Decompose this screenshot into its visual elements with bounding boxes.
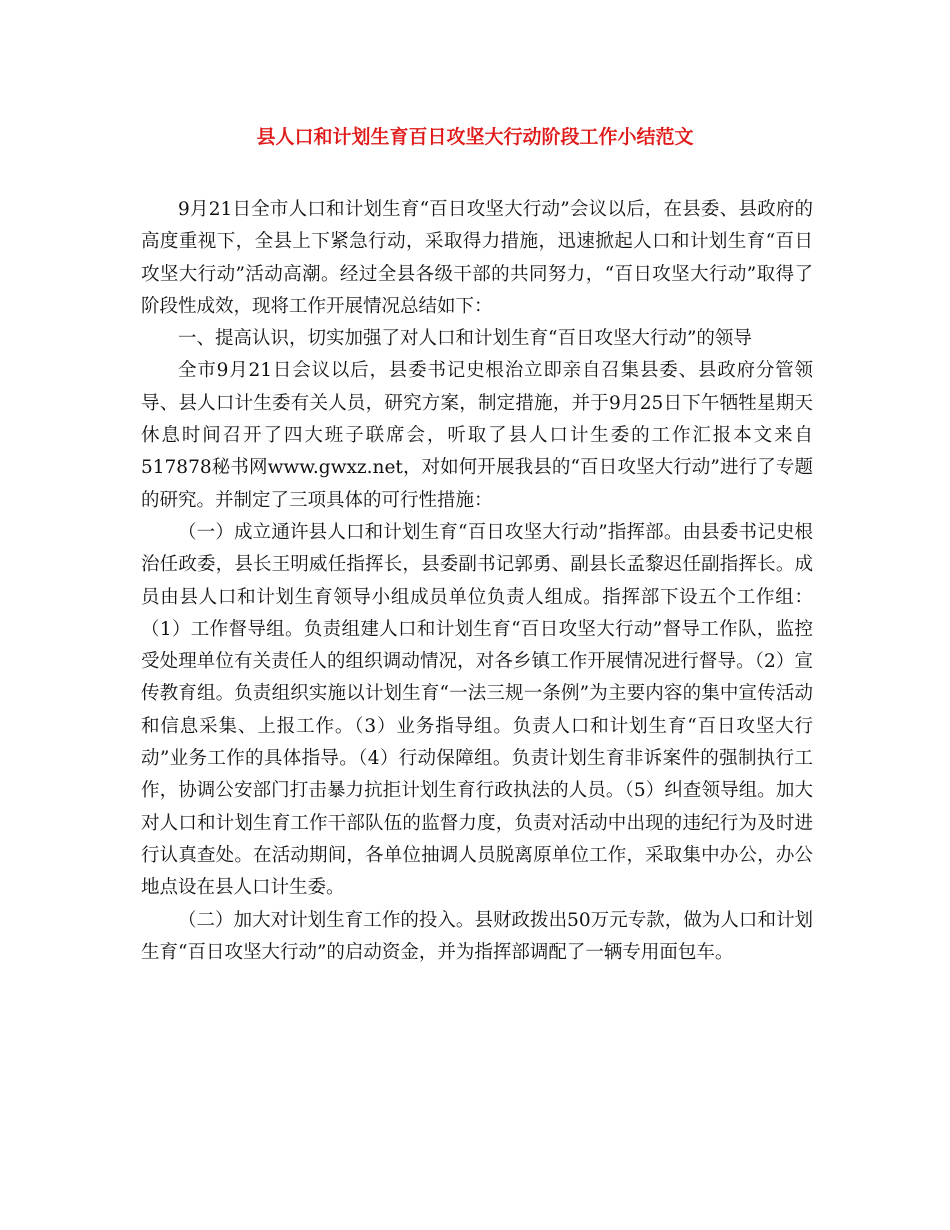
paragraph-measure-one: （一）成立通许县人口和计划生育“百日攻坚大行动”指挥部。由县委书记史根治任政委，县长王明威任指挥长，县委副书记郭勇、副县长孟黎迟任副指挥长。成员由县人口和计划生育领导小组成员单位负责人组成。指挥部下设五个工作组：（1）工作督导组。负责组建人口和计划生育“百日攻坚大行动”督导工作队，监控受处理单位有关责任人的组织调动情况，对各乡镇工作开展情况进行督导。（2）宣传教育组。负责组织实施以计划生育“一法三规一条例”为主要内容的集中宣传活动和信息采集、上报工作。（3）业务指导组。负责人口和计划生育“百日攻坚大行动”业务工作的具体指导。（4）行动保障组。负责计划生育非诉案件的强制执行工作，协调公安部门打击暴力抗拒计划生育行政执法的人员。（5）纠查领导组。加大对人口和计划生育工作干部队伍的监督力度，负责对活动中出现的违纪行为及时进行认真查处。在活动期间，各单位抽调人员脱离原单位工作，采取集中办公，办公地点设在县人口计生委。 bbox=[141, 521, 813, 899]
paragraph-measure-two: （二）加大对计划生育工作的投入。县财政拨出50万元专款，做为人口和计划生育“百日攻坚大行动”的启动资金，并为指挥部调配了一辆专用面包车。 bbox=[141, 909, 813, 963]
paragraph-intro: 9月21日全市人口和计划生育“百日攻坚大行动”会议以后，在县委、县政府的高度重视下，全县上下紧急行动，采取得力措施，迅速掀起人口和计划生育“百日攻坚大行动”活动高潮。经过全县各级干部的共同努力，“百日攻坚大行动”取得了阶段性成效，现将工作开展情况总结如下： bbox=[141, 199, 813, 317]
document-title: 县人口和计划生育百日攻坚大行动阶段工作小结范文 bbox=[256, 126, 694, 148]
document-body bbox=[141, 194, 813, 969]
paragraph-meeting: 全市9月21日会议以后，县委书记史根治立即亲自召集县委、县政府分管领导、县人口计生委有关人员，研究方案，制定措施，并于9月25日下午牺牲星期天休息时间召开了四大班子联席会，听取了县人口计生委的工作汇报本文来自517878秘书网www.gwxz.net，对如何开展我县的“百日攻坚大行动”进行了专题的研究。并制定了三项具体的可行性措施： bbox=[141, 360, 813, 511]
paragraph-section-heading: 一、提高认识，切实加强了对人口和计划生育“百日攻坚大行动”的领导 bbox=[178, 328, 752, 350]
